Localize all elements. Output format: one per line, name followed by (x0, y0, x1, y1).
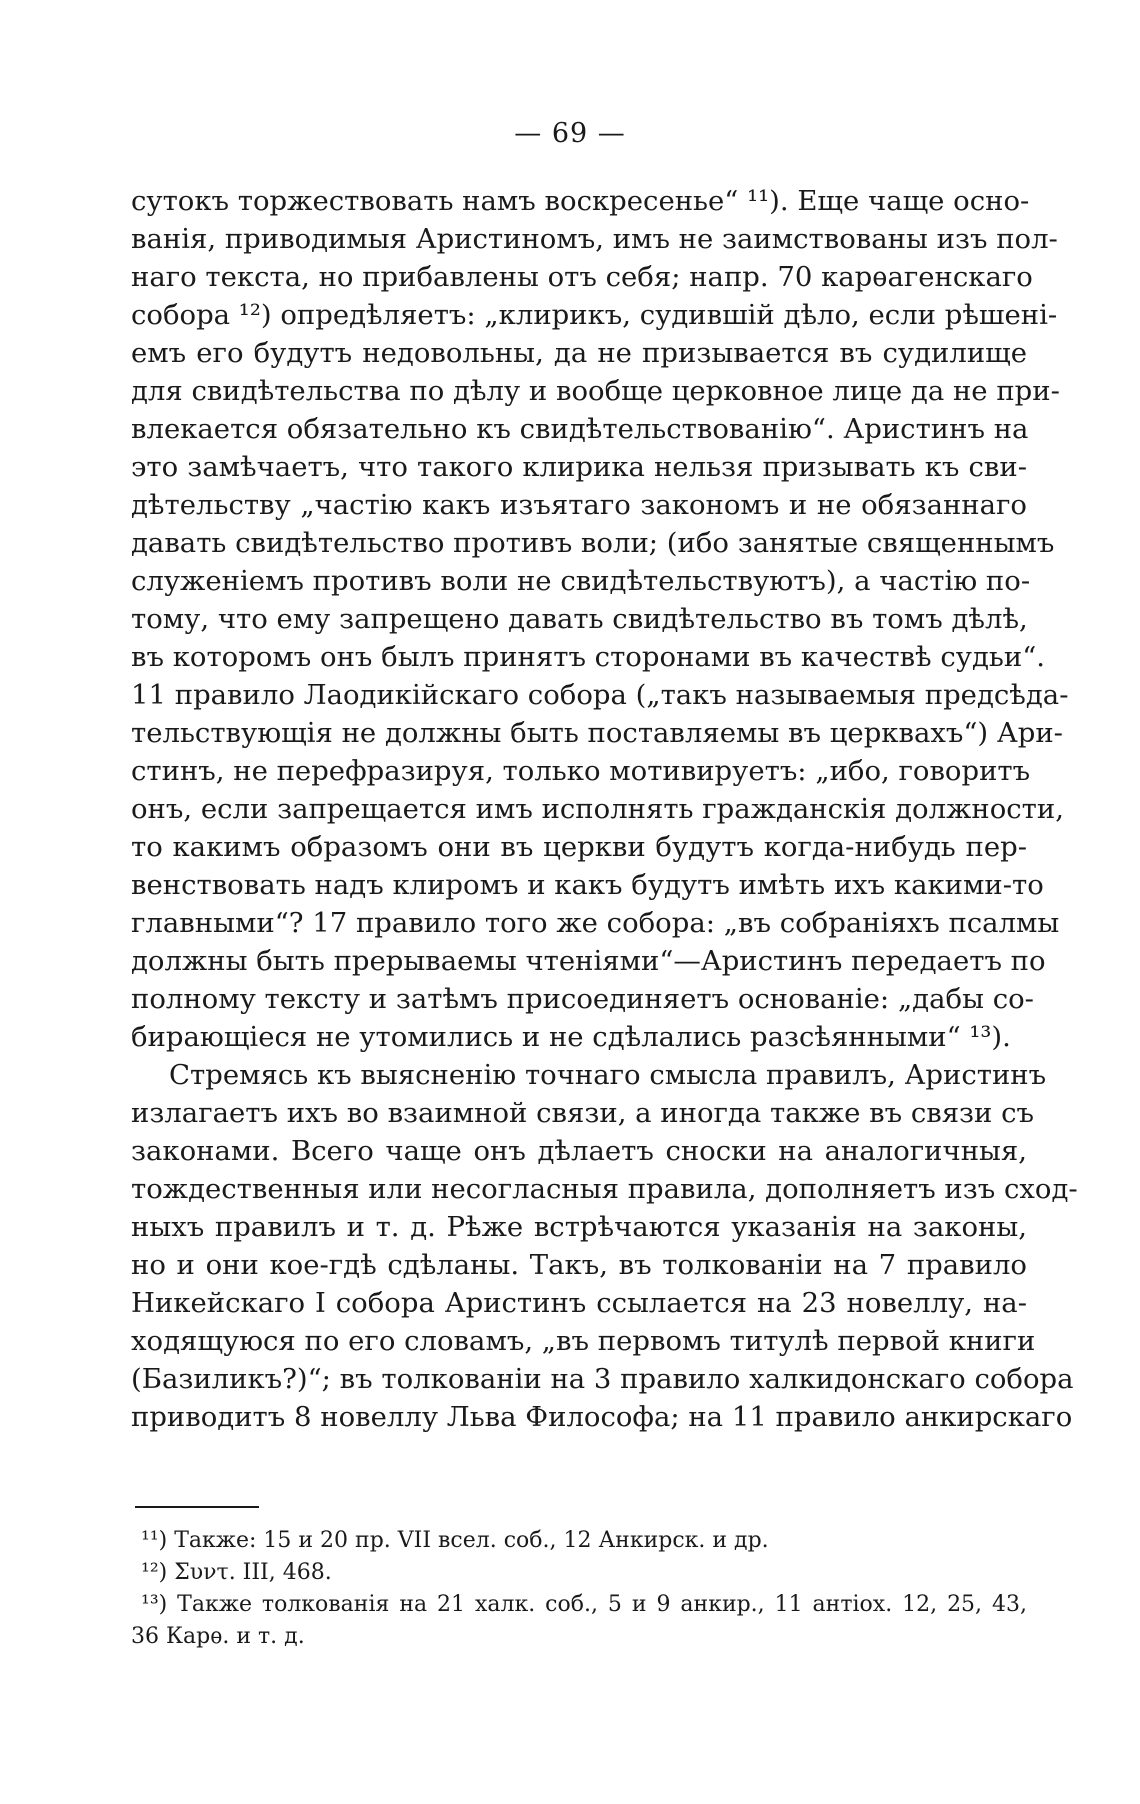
paragraph-line: Никейскаго I собора Аристинъ ссылается на 23 новеллу, на- (131, 1287, 1027, 1319)
paragraph-line: ныхъ правилъ и т. д. Рѣже встрѣчаются указанія на законы, (131, 1211, 1027, 1243)
footnote-12: ¹²) Συντ. III, 468. (141, 1560, 332, 1585)
text-line: венствовать надъ клиромъ и какъ будутъ имѣть ихъ какими-то (131, 869, 1044, 901)
text-line: главными“? 17 правило того же собора: „въ собраніяхъ псалмы (131, 907, 1060, 939)
text-line: емъ его будутъ недовольны, да не призывается въ судилище (131, 337, 1027, 369)
text-line: влекается обязательно къ свидѣтельствованію“. Аристинъ на (131, 413, 1029, 445)
paragraph-line: но и они кое-гдѣ сдѣланы. Такъ, въ толкованіи на 7 правило (131, 1249, 1027, 1281)
footnote-divider (135, 1506, 259, 1508)
text-line: сутокъ торжествовать намъ воскресенье“ ¹¹). Еще чаще осно- (131, 185, 1030, 217)
text-line: служеніемъ противъ воли не свидѣтельствуютъ), а частію по- (131, 565, 1031, 597)
paragraph-line: излагаетъ ихъ во взаимной связи, а иногда также въ связи съ (131, 1097, 1035, 1129)
text-line: полному тексту и затѣмъ присоединяетъ основаніе: „дабы со- (131, 983, 1034, 1015)
text-line: давать свидѣтельство противъ воли; (ибо занятые священнымъ (131, 527, 1055, 559)
footnote-11: ¹¹) Также: 15 и 20 пр. VII всел. соб., 12 Анкирск. и др. (141, 1528, 769, 1553)
text-line: тельствующія не должны быть поставляемы въ церквахъ“) Ари- (131, 717, 1063, 749)
text-line: бирающіеся не утомились и не сдѣлались разсѣянными“ ¹³). (131, 1021, 1011, 1053)
main-text (131, 182, 1078, 1436)
paragraph-line: Стремясь къ выясненію точнаго смысла правилъ, Аристинъ (169, 1059, 1047, 1091)
paragraph-line: тождественныя или несогласныя правила, дополняетъ изъ сход- (131, 1173, 1078, 1205)
text-line: стинъ, не перефразируя, только мотивируетъ: „ибо, говоритъ (131, 755, 1031, 787)
text-line: дѣтельству „частію какъ изъятаго закономъ и не обязаннаго (131, 489, 1027, 521)
footnote-13: ¹³) Также толкованія на 21 халк. соб., 5 и 9 анкир., 11 антіох. 12, 25, 43, (141, 1592, 1027, 1617)
text-line: наго текста, но прибавлены отъ себя; напр. 70 карѳагенскаго (131, 261, 1033, 293)
page-number: — 69 — (514, 118, 626, 149)
text-line: это замѣчаетъ, что такого клирика нельзя призывать къ сви- (131, 451, 1027, 483)
footnote-13-continuation: 36 Карѳ. и т. д. (131, 1624, 305, 1649)
footnotes (131, 1525, 1027, 1653)
text-line: ванія, приводимыя Аристиномъ, имъ не заимствованы изъ пол- (131, 223, 1058, 255)
text-line: собора ¹²) опредѣляетъ: „клирикъ, судившій дѣло, если рѣшені- (131, 299, 1058, 331)
paragraph-line: законами. Всего чаще онъ дѣлаетъ сноски на аналогичныя, (131, 1135, 1027, 1167)
text-line: въ которомъ онъ былъ принятъ сторонами въ качествѣ судьи“. (131, 641, 1045, 673)
text-line: для свидѣтельства по дѣлу и вообще церковное лице да не при- (131, 375, 1060, 407)
paragraph-line: (Базиликъ?)“; въ толкованіи на 3 правило халкидонскаго собора (131, 1363, 1074, 1395)
text-line: должны быть прерываемы чтеніями“—Аристинъ передаетъ по (131, 945, 1046, 977)
text-line: 11 правило Лаодикійскаго собора („такъ называемыя предсѣда- (131, 679, 1069, 711)
text-line: то какимъ образомъ они въ церкви будутъ когда-нибудь пер- (131, 831, 1027, 863)
text-line: онъ, если запрещается имъ исполнять гражданскія должности, (131, 793, 1064, 825)
text-line: тому, что ему запрещено давать свидѣтельство въ томъ дѣлѣ, (131, 603, 1028, 635)
paragraph-line: ходящуюся по его словамъ, „въ первомъ титулѣ первой книги (131, 1325, 1036, 1357)
paragraph-line: приводитъ 8 новеллу Льва Философа; на 11 правило анкирскаго (131, 1401, 1073, 1433)
